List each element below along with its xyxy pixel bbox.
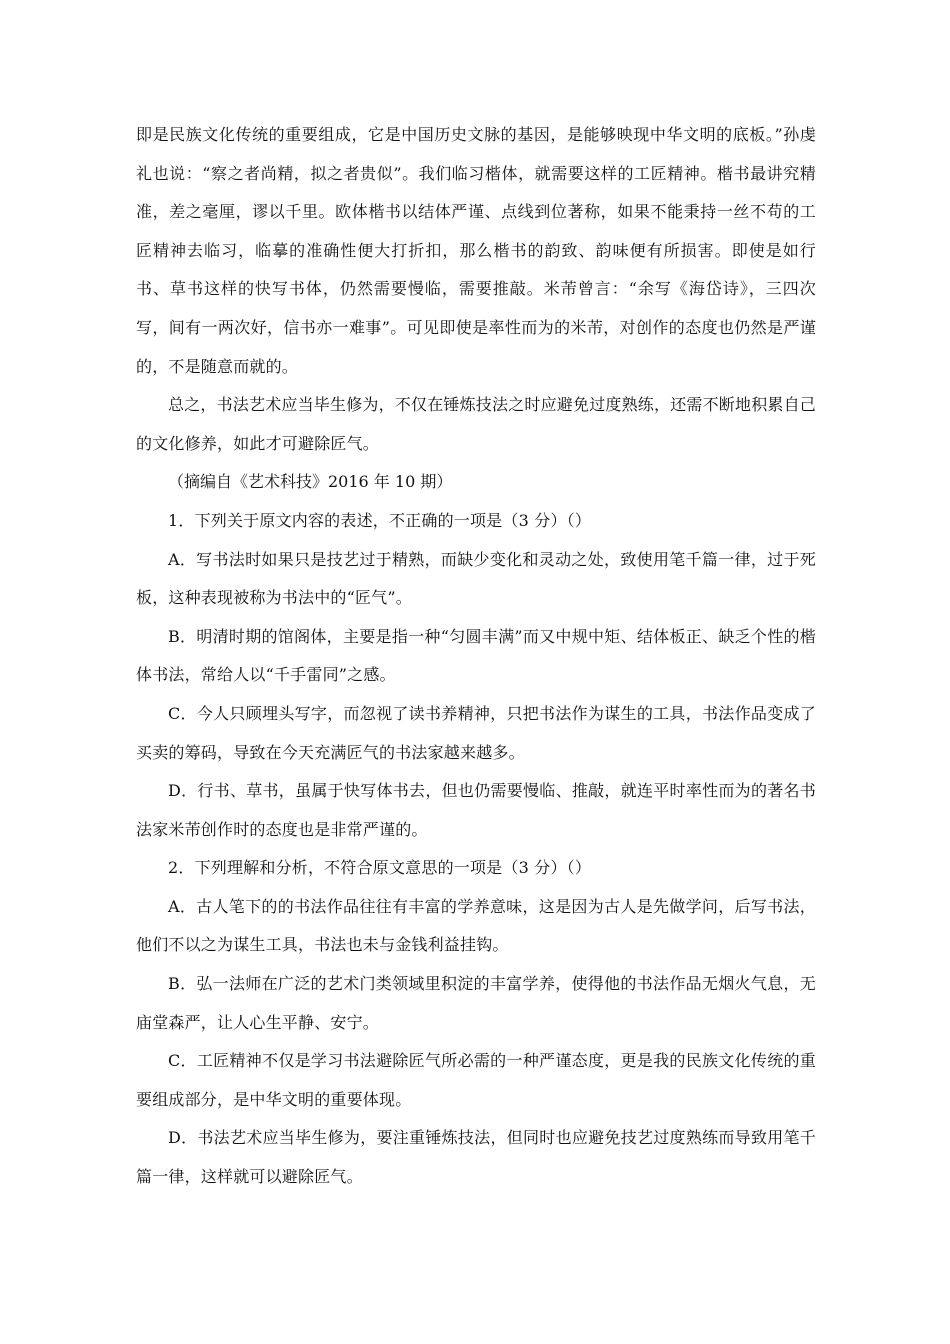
page-content xyxy=(136,116,816,1197)
answer-option: D．行书、草书，虽属于快写体书去，但也仍需要慢临、推敲，就连平时率性而为的著名书法家米芾创作时的态度也是非常严谨的。 xyxy=(136,781,816,839)
answer-option: B．明清时期的馆阁体，主要是指一种“匀圆丰满”而又中规中矩、结体板正、缺乏个性的楷体书法，常给人以“千手雷同”之感。 xyxy=(136,626,816,685)
question-stem: 2．下列理解和分析，不符合原文意思的一项是（3 分）（） xyxy=(168,858,592,878)
answer-option: A．写书法时如果只是技艺过于精熟，而缺少变化和灵动之处，致使用笔千篇一律，过于死板，这种表现被称为书法中的“匠气”。 xyxy=(136,549,816,608)
answer-option: C．今人只顾埋头写字，而忽视了读书养精神，只把书法作为谋生的工具，书法作品变成了买卖的筹码，导致在今天充满匠气的书法家越来越多。 xyxy=(136,703,816,762)
answer-option: D．书法艺术应当毕生修为，要注重锤炼技法，但同时也应避免技艺过度熟练而导致用笔千篇一律，这样就可以避除匠气。 xyxy=(136,1128,816,1187)
answer-option: B．弘一法师在广泛的艺术门类领域里积淀的丰富学养，使得他的书法作品无烟火气息，无庙堂森严，让人心生平静、安宁。 xyxy=(136,974,816,1032)
answer-option: A．古人笔下的的书法作品往往有丰富的学养意味，这是因为古人是先做学问，后写书法，他们不以之为谋生工具，书法也未与金钱利益挂钩。 xyxy=(136,896,816,955)
body-paragraph: 总之，书法艺术应当毕生修为，不仅在锤炼技法之时应避免过度熟练，还需不断地积累自己的文化修养，如此才可避除匠气。 xyxy=(136,395,817,453)
answer-option: C．工匠精神不仅是学习书法避除匠气所必需的一种严谨态度，更是我的民族文化传统的重要组成部分，是中华文明的重要体现。 xyxy=(136,1051,816,1109)
source-citation: （摘编自《艺术科技》2016 年 10 期） xyxy=(168,472,453,492)
body-paragraph: 即是民族文化传统的重要组成，它是中国历史文脉的基因，是能够映现中华文明的底板。”孙虔礼也说：“察之者尚精，拟之者贵似”。我们临习楷体，就需要这样的工匠精神。楷书最讲究精准，差之毫厘，谬以千里。欧体楷书以结体严谨、点线到位著称，如果不能秉持一丝不苟的工匠精神去临习，临摹的准确性便大打折扣，那么楷书的韵致、韵味便有所损害。即使是如行书、草书这样的快写书体，仍然需要慢临，需要推敲。米芾曾言：“余写《海岱诗》，三四次写，间有一两次好，信书亦一难事”。可见即使是率性而为的米芾，对创作的态度也仍然是严谨的，不是随意而就的。 xyxy=(136,125,816,376)
question-stem: 1．下列关于原文内容的表述，不正确的一项是（3 分）（） xyxy=(168,510,592,530)
